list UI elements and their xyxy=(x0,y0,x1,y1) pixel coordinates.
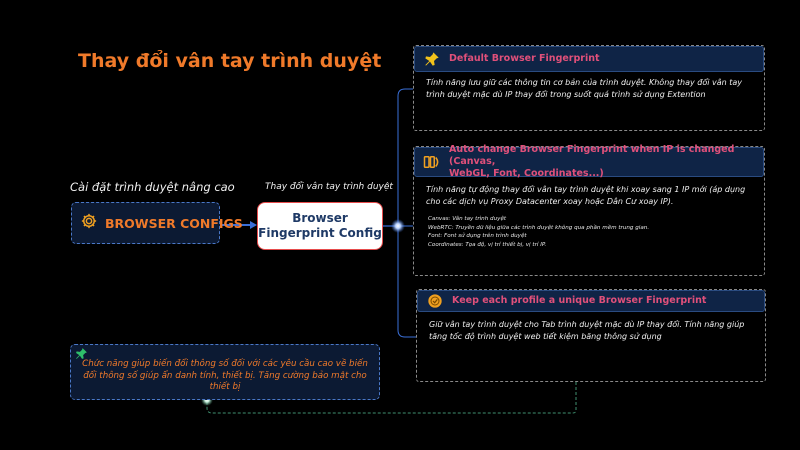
browser-configs-node[interactable] xyxy=(71,202,243,244)
card-header xyxy=(414,144,764,179)
card-auto-change-fingerprint xyxy=(413,146,765,276)
edge-caption: Thay đổi vân tay trình duyệt xyxy=(265,182,393,192)
card-title: Keep each profile a unique Browser Fingerprint xyxy=(452,295,707,306)
center-node-line1: Browser xyxy=(292,211,348,225)
detail-item: Font: Font sử dụng trên trình duyệt xyxy=(428,233,527,239)
badge-icon xyxy=(418,293,452,309)
card-default-fingerprint xyxy=(413,45,765,131)
detail-item: Canvas: Vân tay trình duyệt xyxy=(428,216,507,222)
branch-to-card1 xyxy=(398,89,413,226)
card-header xyxy=(417,290,765,312)
page-title: Thay đổi vân tay trình duyệt xyxy=(78,50,382,72)
center-node-line2: Fingerprint Config xyxy=(258,226,382,240)
gear-icon xyxy=(80,212,98,234)
root-caption: Cài đặt trình duyệt nâng cao xyxy=(70,180,235,194)
browser-fingerprint-config-node[interactable] xyxy=(257,202,383,250)
card-title-line2: WebGL, Font, Coordinates...) xyxy=(449,168,604,179)
rotate-icon xyxy=(415,154,449,170)
browser-configs-label: BROWSER CONFIGS xyxy=(105,215,243,231)
card-title-line1: Auto change Browser Fingerprint when IP is changed (Canvas, xyxy=(449,144,735,167)
card-body: Giữ vân tay trình duyệt cho Tab trình duyệt mặc dù IP thay đổi. Tính năng giúp tăng tốc độ trình duyệt web tiết kiệm băng thông sử dụng xyxy=(429,320,745,341)
note-box xyxy=(70,344,380,400)
note-text: Chức năng giúp biến đổi thông số đối với các yêu cầu cao về biến đổi thông số giúp ẩn danh tính, thiết bị. Tăng cường bảo mật cho thiết bị xyxy=(82,359,368,392)
card-body: Tính năng tự động thay đổi vân tay trình duyệt khi xoay sang 1 IP mới (áp dụng cho các dịch vụ Proxy Datacenter xoay hoặc Dân Cư xoay IP). xyxy=(426,185,746,206)
card-unique-fingerprint xyxy=(416,289,766,382)
card-header xyxy=(414,46,764,72)
card-title xyxy=(449,144,763,180)
detail-item: Coordinates: Tọa độ, vị trí thiết bị, vị trí IP. xyxy=(428,241,547,248)
card-body: Tính năng lưu giữ các thông tin cơ bản của trình duyệt. Không thay đổi vân tay trình duyệt mặc dù IP thay đổi trong suốt quá trình sử dụng Extention xyxy=(426,78,743,99)
branch-glow-node xyxy=(391,219,405,233)
detail-list xyxy=(428,215,649,249)
pin-icon xyxy=(415,51,449,67)
card-title: Default Browser Fingerprint xyxy=(449,53,600,64)
detail-item: WebRTC: Truyền dữ liệu giữa các trình duyệt không qua phần mềm trung gian. xyxy=(428,224,650,231)
arrowhead xyxy=(250,221,257,229)
